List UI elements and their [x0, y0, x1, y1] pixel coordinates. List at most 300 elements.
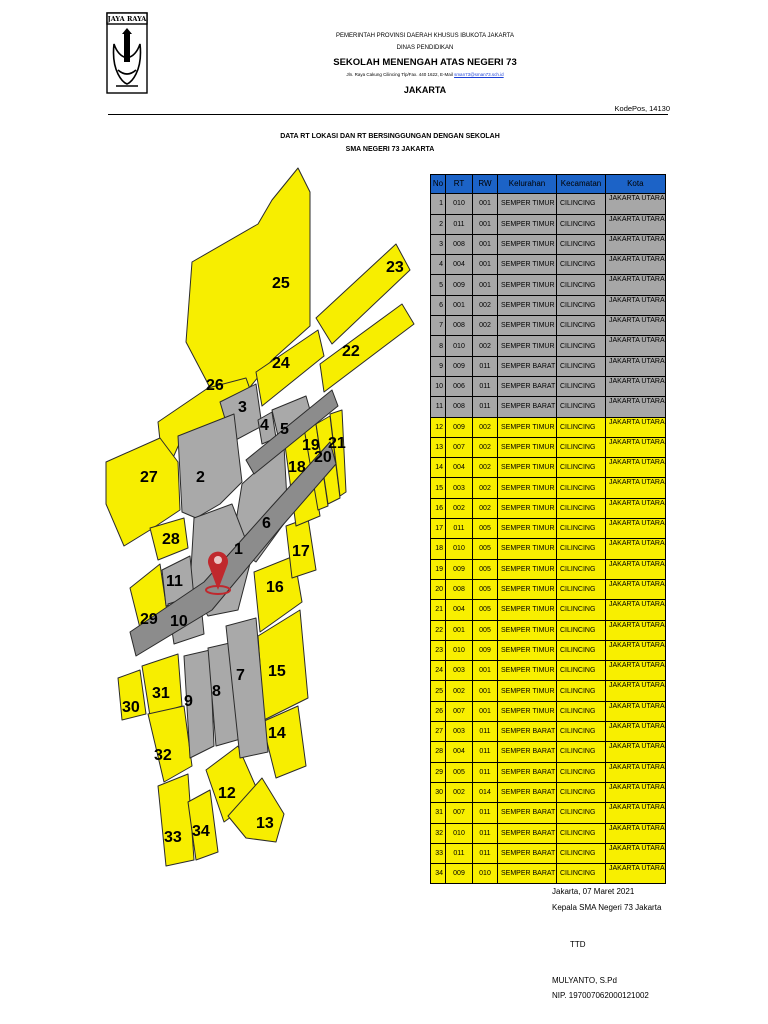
cell-kota: JAKARTA UTARA [606, 417, 666, 437]
header-address [240, 72, 610, 77]
map-label-10: 10 [170, 613, 188, 630]
cell-no: 28 [431, 742, 446, 762]
cell-no: 14 [431, 458, 446, 478]
cell-kelurahan: SEMPER TIMUR [498, 478, 557, 498]
cell-kecamatan: CILINCING [557, 275, 606, 295]
cell-rt: 010 [446, 336, 473, 356]
cell-kelurahan: SEMPER BARAT [498, 742, 557, 762]
cell-kelurahan: SEMPER TIMUR [498, 458, 557, 478]
cell-rw: 011 [473, 762, 498, 782]
cell-rt: 010 [446, 539, 473, 559]
cell-no: 17 [431, 519, 446, 539]
cell-rt: 011 [446, 843, 473, 863]
cell-rt: 001 [446, 295, 473, 315]
cell-rt: 003 [446, 722, 473, 742]
map-label-21: 21 [328, 435, 346, 452]
table-row [431, 620, 666, 640]
table-row [431, 255, 666, 275]
cell-rw: 002 [473, 458, 498, 478]
cell-rt: 003 [446, 661, 473, 681]
cell-kota: JAKARTA UTARA [606, 701, 666, 721]
cell-kota: JAKARTA UTARA [606, 559, 666, 579]
map-label-32: 32 [154, 747, 172, 764]
cell-kecamatan: CILINCING [557, 356, 606, 376]
cell-rw: 011 [473, 356, 498, 376]
cell-kota: JAKARTA UTARA [606, 640, 666, 660]
cell-kelurahan: SEMPER BARAT [498, 803, 557, 823]
cell-rw: 005 [473, 579, 498, 599]
table-row [431, 316, 666, 336]
cell-kecamatan: CILINCING [557, 437, 606, 457]
svg-text:JAYA RAYA: JAYA RAYA [107, 15, 147, 23]
table-row [431, 661, 666, 681]
cell-kota: JAKARTA UTARA [606, 519, 666, 539]
table-row [431, 275, 666, 295]
cell-kelurahan: SEMPER TIMUR [498, 640, 557, 660]
cell-rw: 001 [473, 681, 498, 701]
jaya-raya-logo [106, 12, 148, 94]
table-row [431, 498, 666, 518]
map-label-8: 8 [212, 683, 221, 700]
cell-rt: 003 [446, 478, 473, 498]
map-label-15: 15 [268, 663, 286, 680]
cell-kecamatan: CILINCING [557, 214, 606, 234]
cell-kota: JAKARTA UTARA [606, 539, 666, 559]
cell-rw: 001 [473, 275, 498, 295]
cell-rw: 002 [473, 336, 498, 356]
map-label-29: 29 [140, 611, 158, 628]
cell-kecamatan: CILINCING [557, 823, 606, 843]
cell-rw: 011 [473, 376, 498, 396]
cell-no: 9 [431, 356, 446, 376]
cell-kecamatan: CILINCING [557, 559, 606, 579]
cell-rw: 014 [473, 782, 498, 802]
cell-rt: 010 [446, 823, 473, 843]
cell-kelurahan: SEMPER TIMUR [498, 559, 557, 579]
cell-kota: JAKARTA UTARA [606, 823, 666, 843]
map-region-33 [158, 774, 194, 866]
cell-kota: JAKARTA UTARA [606, 742, 666, 762]
cell-rw: 001 [473, 214, 498, 234]
cell-kecamatan: CILINCING [557, 701, 606, 721]
cell-no: 25 [431, 681, 446, 701]
map-label-17: 17 [292, 543, 310, 560]
cell-no: 12 [431, 417, 446, 437]
cell-kota: JAKARTA UTARA [606, 376, 666, 396]
cell-no: 2 [431, 214, 446, 234]
map-label-5: 5 [280, 421, 289, 438]
header-city: JAKARTA [403, 85, 447, 95]
map-region-32 [148, 706, 192, 782]
cell-rw: 005 [473, 620, 498, 640]
table-row [431, 864, 666, 884]
table-header-row [431, 175, 666, 194]
cell-kota: JAKARTA UTARA [606, 762, 666, 782]
cell-rt: 009 [446, 559, 473, 579]
cell-no: 29 [431, 762, 446, 782]
cell-kota: JAKARTA UTARA [606, 864, 666, 884]
cell-kota: JAKARTA UTARA [606, 600, 666, 620]
cell-kecamatan: CILINCING [557, 782, 606, 802]
cell-rt: 005 [446, 762, 473, 782]
table-row [431, 701, 666, 721]
cell-rt: 007 [446, 701, 473, 721]
signature-place-date: Jakarta, 07 Maret 2021 [552, 887, 635, 896]
cell-kecamatan: CILINCING [557, 843, 606, 863]
cell-kecamatan: CILINCING [557, 295, 606, 315]
table-row [431, 742, 666, 762]
cell-no: 6 [431, 295, 446, 315]
table-row [431, 843, 666, 863]
cell-rt: 007 [446, 437, 473, 457]
cell-rw: 010 [473, 864, 498, 884]
map-label-31: 31 [152, 685, 170, 702]
cell-kecamatan: CILINCING [557, 722, 606, 742]
table-row [431, 194, 666, 214]
cell-rw: 001 [473, 194, 498, 214]
header-kodepos: KodePos, 14130 [614, 104, 670, 113]
map-label-30: 30 [122, 699, 140, 716]
cell-rw: 001 [473, 701, 498, 721]
table-row [431, 539, 666, 559]
cell-kecamatan: CILINCING [557, 539, 606, 559]
cell-rt: 008 [446, 579, 473, 599]
cell-kota: JAKARTA UTARA [606, 275, 666, 295]
cell-no: 15 [431, 478, 446, 498]
cell-kecamatan: CILINCING [557, 376, 606, 396]
cell-kelurahan: SEMPER TIMUR [498, 661, 557, 681]
cell-kota: JAKARTA UTARA [606, 782, 666, 802]
table-row [431, 478, 666, 498]
cell-rw: 005 [473, 559, 498, 579]
table-row [431, 437, 666, 457]
cell-rw: 011 [473, 742, 498, 762]
rt-data-table [430, 174, 666, 884]
cell-no: 33 [431, 843, 446, 863]
cell-kecamatan: CILINCING [557, 316, 606, 336]
cell-kota: JAKARTA UTARA [606, 579, 666, 599]
cell-kota: JAKARTA UTARA [606, 437, 666, 457]
cell-kecamatan: CILINCING [557, 478, 606, 498]
cell-kecamatan: CILINCING [557, 864, 606, 884]
cell-rt: 011 [446, 519, 473, 539]
map-label-14: 14 [268, 725, 286, 742]
cell-kelurahan: SEMPER TIMUR [498, 194, 557, 214]
map-label-16: 16 [266, 579, 284, 596]
cell-rw: 011 [473, 722, 498, 742]
table-row [431, 640, 666, 660]
cell-kota: JAKARTA UTARA [606, 194, 666, 214]
cell-no: 16 [431, 498, 446, 518]
table-row [431, 458, 666, 478]
table-row [431, 214, 666, 234]
map-label-23: 23 [386, 259, 404, 276]
cell-no: 30 [431, 782, 446, 802]
table-row [431, 600, 666, 620]
header-divider [108, 114, 668, 115]
cell-rt: 008 [446, 234, 473, 254]
signature-position: Kepala SMA Negeri 73 Jakarta [552, 903, 662, 912]
cell-no: 10 [431, 376, 446, 396]
cell-kelurahan: SEMPER TIMUR [498, 316, 557, 336]
cell-rt: 009 [446, 275, 473, 295]
cell-rw: 005 [473, 539, 498, 559]
cell-rw: 005 [473, 600, 498, 620]
cell-kelurahan: SEMPER BARAT [498, 376, 557, 396]
header-rt: RT [446, 175, 473, 194]
cell-kecamatan: CILINCING [557, 681, 606, 701]
cell-no: 26 [431, 701, 446, 721]
cell-kelurahan: SEMPER TIMUR [498, 214, 557, 234]
cell-kecamatan: CILINCING [557, 579, 606, 599]
cell-rt: 004 [446, 255, 473, 275]
header-government: PEMERINTAH PROVINSI DAERAH KHUSUS IBUKOTA JAKARTA [336, 33, 514, 39]
cell-no: 13 [431, 437, 446, 457]
cell-no: 11 [431, 397, 446, 417]
cell-rw: 002 [473, 295, 498, 315]
cell-kota: JAKARTA UTARA [606, 620, 666, 640]
cell-no: 21 [431, 600, 446, 620]
cell-no: 34 [431, 864, 446, 884]
cell-rw: 002 [473, 417, 498, 437]
cell-kecamatan: CILINCING [557, 417, 606, 437]
cell-rt: 002 [446, 782, 473, 802]
table-row [431, 376, 666, 396]
table-row [431, 722, 666, 742]
cell-kelurahan: SEMPER BARAT [498, 843, 557, 863]
table-row [431, 417, 666, 437]
cell-no: 22 [431, 620, 446, 640]
cell-kelurahan: SEMPER TIMUR [498, 539, 557, 559]
cell-kecamatan: CILINCING [557, 803, 606, 823]
cell-no: 32 [431, 823, 446, 843]
cell-kecamatan: CILINCING [557, 336, 606, 356]
rt-location-map [96, 166, 426, 920]
cell-rt: 001 [446, 620, 473, 640]
cell-kelurahan: SEMPER BARAT [498, 397, 557, 417]
map-label-9: 9 [184, 693, 193, 710]
cell-kelurahan: SEMPER TIMUR [498, 417, 557, 437]
map-label-22: 22 [342, 343, 360, 360]
cell-kelurahan: SEMPER BARAT [498, 823, 557, 843]
cell-kelurahan: SEMPER TIMUR [498, 255, 557, 275]
cell-rt: 010 [446, 640, 473, 660]
cell-kota: JAKARTA UTARA [606, 356, 666, 376]
cell-kecamatan: CILINCING [557, 519, 606, 539]
table-body [431, 194, 666, 884]
cell-rw: 011 [473, 397, 498, 417]
table-row [431, 295, 666, 315]
cell-kota: JAKARTA UTARA [606, 234, 666, 254]
cell-kelurahan: SEMPER TIMUR [498, 701, 557, 721]
cell-kecamatan: CILINCING [557, 762, 606, 782]
cell-rw: 011 [473, 803, 498, 823]
cell-kelurahan: SEMPER TIMUR [498, 437, 557, 457]
cell-no: 18 [431, 539, 446, 559]
cell-kecamatan: CILINCING [557, 397, 606, 417]
header-kota: Kota [606, 175, 666, 194]
cell-kelurahan: SEMPER TIMUR [498, 519, 557, 539]
cell-kelurahan: SEMPER TIMUR [498, 579, 557, 599]
cell-rt: 002 [446, 681, 473, 701]
table-row [431, 579, 666, 599]
table-row [431, 681, 666, 701]
signature-name: MULYANTO, S.Pd [552, 976, 617, 985]
cell-rt: 004 [446, 458, 473, 478]
cell-kelurahan: SEMPER BARAT [498, 762, 557, 782]
map-label-12: 12 [218, 785, 236, 802]
cell-kota: JAKARTA UTARA [606, 722, 666, 742]
table-row [431, 559, 666, 579]
cell-kota: JAKARTA UTARA [606, 661, 666, 681]
map-label-26: 26 [206, 377, 224, 394]
cell-no: 5 [431, 275, 446, 295]
map-label-1: 1 [234, 541, 243, 558]
cell-kecamatan: CILINCING [557, 640, 606, 660]
document-subtitle: SMA NEGERI 73 JAKARTA [345, 146, 435, 153]
cell-kota: JAKARTA UTARA [606, 336, 666, 356]
cell-kecamatan: CILINCING [557, 498, 606, 518]
cell-rt: 006 [446, 376, 473, 396]
cell-kota: JAKARTA UTARA [606, 681, 666, 701]
map-label-11: 11 [166, 573, 183, 590]
cell-no: 20 [431, 579, 446, 599]
table-row [431, 762, 666, 782]
cell-no: 7 [431, 316, 446, 336]
cell-no: 8 [431, 336, 446, 356]
cell-kota: JAKARTA UTARA [606, 498, 666, 518]
cell-kecamatan: CILINCING [557, 661, 606, 681]
cell-kelurahan: SEMPER BARAT [498, 782, 557, 802]
header-rw: RW [473, 175, 498, 194]
signature-nip: NIP. 197007062000121002 [552, 991, 649, 1000]
cell-kelurahan: SEMPER TIMUR [498, 275, 557, 295]
table-row [431, 803, 666, 823]
cell-kota: JAKARTA UTARA [606, 295, 666, 315]
cell-kelurahan: SEMPER TIMUR [498, 600, 557, 620]
map-label-19: 19 [302, 437, 320, 454]
table-row [431, 823, 666, 843]
cell-rw: 002 [473, 316, 498, 336]
cell-kota: JAKARTA UTARA [606, 843, 666, 863]
cell-rt: 007 [446, 803, 473, 823]
cell-kelurahan: SEMPER TIMUR [498, 681, 557, 701]
cell-kelurahan: SEMPER TIMUR [498, 234, 557, 254]
map-label-20: 20 [314, 449, 332, 466]
cell-kecamatan: CILINCING [557, 600, 606, 620]
header-email-link[interactable]: sman73@sman73.sch.id [454, 72, 504, 77]
map-label-2: 2 [196, 469, 205, 486]
cell-no: 4 [431, 255, 446, 275]
cell-kelurahan: SEMPER BARAT [498, 722, 557, 742]
cell-no: 23 [431, 640, 446, 660]
cell-rt: 011 [446, 214, 473, 234]
cell-no: 3 [431, 234, 446, 254]
cell-no: 19 [431, 559, 446, 579]
cell-rt: 010 [446, 194, 473, 214]
cell-no: 27 [431, 722, 446, 742]
signature-ttd: TTD [570, 940, 586, 949]
map-label-18: 18 [288, 459, 306, 476]
map-label-33: 33 [164, 829, 182, 846]
cell-rt: 009 [446, 417, 473, 437]
table-row [431, 234, 666, 254]
cell-kota: JAKARTA UTARA [606, 458, 666, 478]
cell-kecamatan: CILINCING [557, 458, 606, 478]
cell-no: 31 [431, 803, 446, 823]
cell-rw: 002 [473, 478, 498, 498]
cell-rw: 001 [473, 255, 498, 275]
cell-kota: JAKARTA UTARA [606, 803, 666, 823]
cell-kelurahan: SEMPER BARAT [498, 864, 557, 884]
cell-kota: JAKARTA UTARA [606, 255, 666, 275]
table-row [431, 519, 666, 539]
header-kecamatan: Kecamatan [557, 175, 606, 194]
header-no: No [431, 175, 446, 194]
document-title: DATA RT LOKASI DAN RT BERSINGGUNGAN DENGAN SEKOLAH [280, 133, 500, 140]
table-row [431, 356, 666, 376]
map-label-4: 4 [260, 417, 269, 434]
cell-rt: 008 [446, 397, 473, 417]
cell-rw: 011 [473, 843, 498, 863]
cell-no: 24 [431, 661, 446, 681]
cell-kecamatan: CILINCING [557, 620, 606, 640]
cell-kecamatan: CILINCING [557, 742, 606, 762]
cell-kota: JAKARTA UTARA [606, 214, 666, 234]
map-label-13: 13 [256, 815, 274, 832]
cell-kelurahan: SEMPER TIMUR [498, 498, 557, 518]
cell-kecamatan: CILINCING [557, 194, 606, 214]
cell-kelurahan: SEMPER TIMUR [498, 295, 557, 315]
cell-kelurahan: SEMPER BARAT [498, 356, 557, 376]
cell-rw: 001 [473, 234, 498, 254]
cell-kelurahan: SEMPER TIMUR [498, 620, 557, 640]
map-label-27: 27 [140, 469, 158, 486]
cell-kota: JAKARTA UTARA [606, 316, 666, 336]
map-label-6: 6 [262, 515, 271, 532]
header-address-text: Jln. Raya Cakung Cilincing Tlp/Fax. 440 1622, E-Mail [346, 72, 453, 77]
map-label-7: 7 [236, 667, 245, 684]
cell-rw: 001 [473, 661, 498, 681]
cell-rt: 008 [446, 316, 473, 336]
cell-rw: 009 [473, 640, 498, 660]
header-kelurahan: Kelurahan [498, 175, 557, 194]
cell-kecamatan: CILINCING [557, 234, 606, 254]
cell-rw: 002 [473, 498, 498, 518]
cell-no: 1 [431, 194, 446, 214]
cell-rw: 002 [473, 437, 498, 457]
map-label-34: 34 [192, 823, 210, 840]
cell-rt: 004 [446, 600, 473, 620]
cell-rt: 004 [446, 742, 473, 762]
cell-kecamatan: CILINCING [557, 255, 606, 275]
cell-rw: 011 [473, 823, 498, 843]
cell-rt: 002 [446, 498, 473, 518]
table-row [431, 336, 666, 356]
map-label-3: 3 [238, 399, 247, 416]
cell-kelurahan: SEMPER TIMUR [498, 336, 557, 356]
cell-rw: 005 [473, 519, 498, 539]
cell-rt: 009 [446, 864, 473, 884]
header-school-name: SEKOLAH MENENGAH ATAS NEGERI 73 [333, 57, 517, 68]
map-label-25: 25 [272, 275, 290, 292]
table-row [431, 782, 666, 802]
map-label-24: 24 [272, 355, 290, 372]
table-row [431, 397, 666, 417]
cell-rt: 009 [446, 356, 473, 376]
header-department: DINAS PENDIDIKAN [396, 45, 454, 51]
cell-kota: JAKARTA UTARA [606, 478, 666, 498]
